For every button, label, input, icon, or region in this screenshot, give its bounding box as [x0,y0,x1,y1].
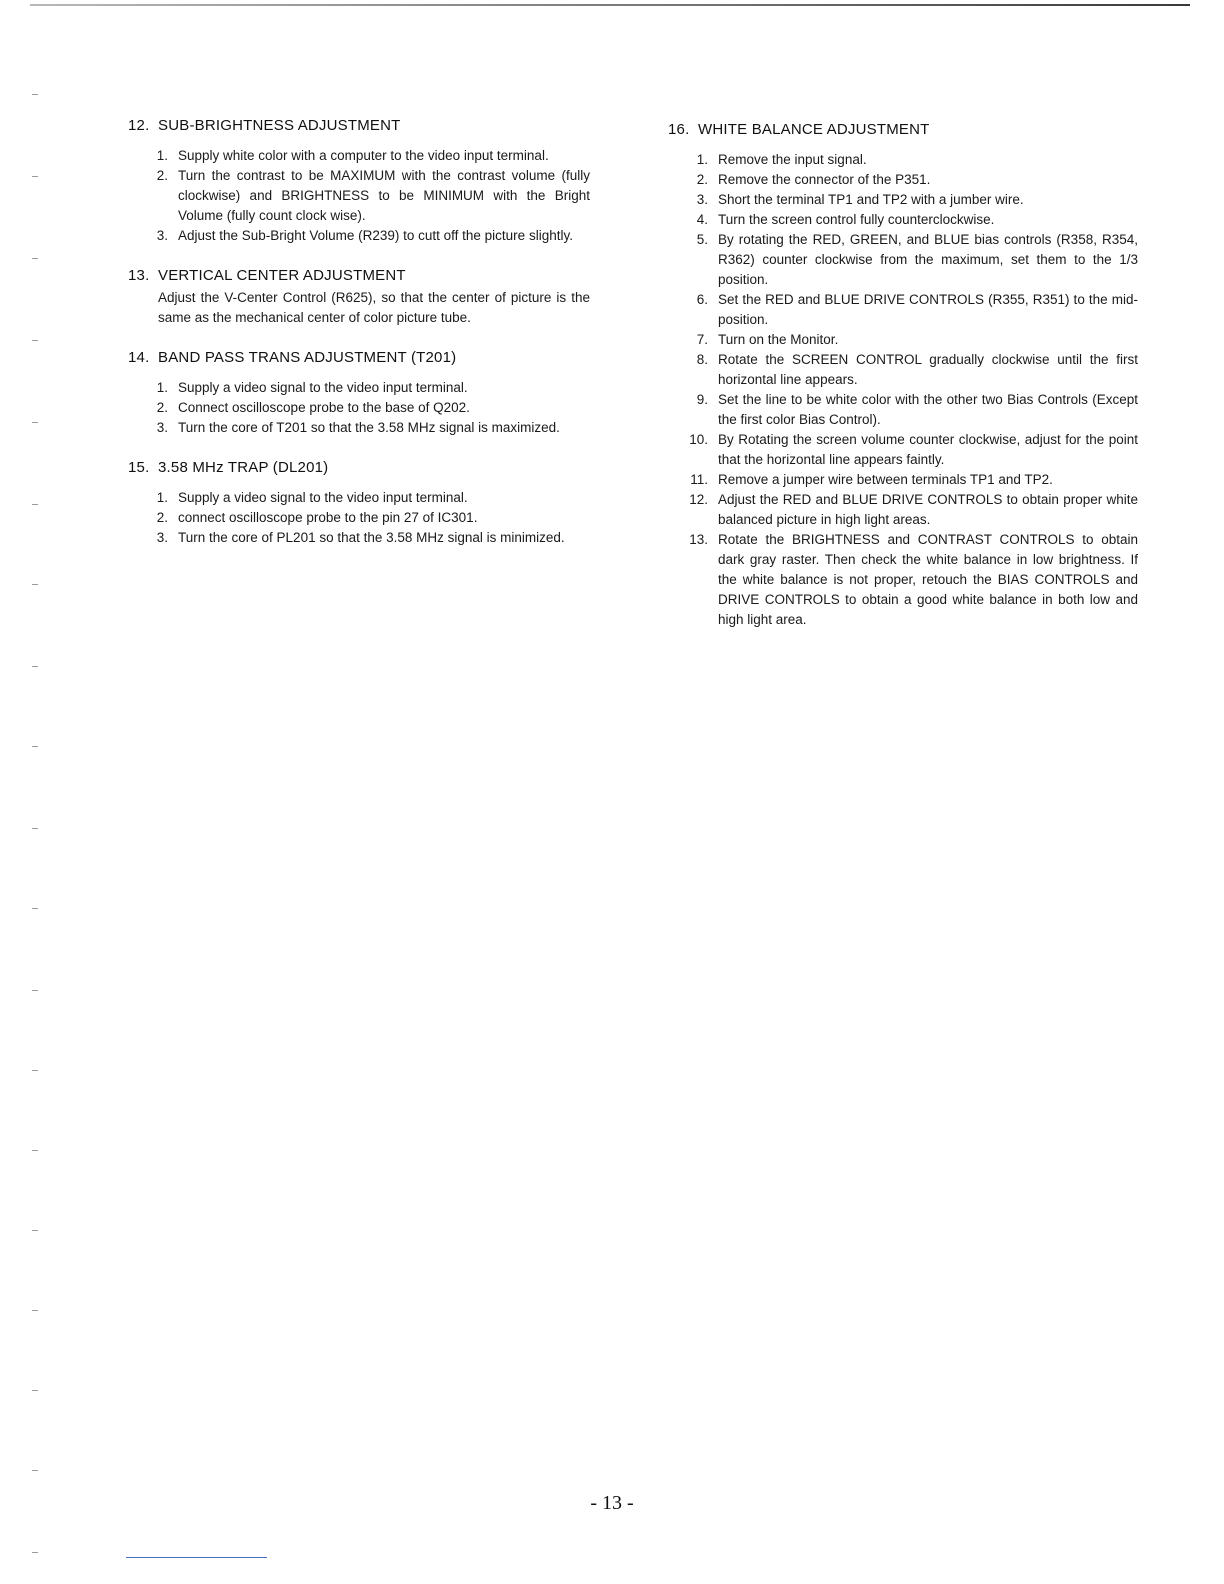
step-item [668,490,1138,530]
step-number: 4. [696,212,708,227]
step-list [668,150,1138,630]
step-text: Rotate the SCREEN CONTROL gradually clockwise until the first horizontal line appears. [718,352,1138,387]
step-text: Turn the core of PL201 so that the 3.58 MHz signal is minimized. [178,530,565,545]
step-number: 12. [689,492,708,507]
section-vertical-center [128,266,590,328]
step-item [128,146,590,166]
step-text: Supply a video signal to the video input terminal. [178,490,468,505]
step-number: 3. [156,530,168,545]
step-item [668,290,1138,330]
top-border-line [30,4,1190,6]
step-item [128,398,590,418]
step-number: 1. [696,152,708,167]
step-number: 2. [156,168,168,183]
step-text: Supply a video signal to the video input terminal. [178,380,468,395]
step-number: 3. [156,420,168,435]
margin-tick [32,990,38,991]
step-text: By Rotating the screen volume counter clockwise, adjust for the point that the horizontal line appears faintly. [718,432,1138,467]
step-item [128,488,590,508]
step-number: 1. [156,380,168,395]
section-title: WHITE BALANCE ADJUSTMENT [698,121,930,138]
step-text: Turn the contrast to be MAXIMUM with the contrast volume (fully clockwise) and BRIGHTNESS to be MINIMUM with the Bright Volume (fully count clock wise). [178,168,590,223]
section-band-pass-trans [128,348,590,438]
step-text: Turn the screen control fully counterclockwise. [718,212,995,227]
left-margin-marks [32,0,46,1584]
step-text: Remove the connector of the P351. [718,172,931,187]
step-list [128,378,590,438]
step-text: Remove a jumper wire between terminals TP1 and TP2. [718,472,1053,487]
section-white-balance [668,120,1138,630]
section-mhz-trap [128,458,590,548]
step-number: 2. [156,510,168,525]
step-number: 8. [696,352,708,367]
section-paragraph: Adjust the V-Center Control (R625), so that the center of picture is the same as the mechanical center of color picture tube. [158,290,590,325]
section-number: 15. [128,459,150,476]
step-number: 13. [689,532,708,547]
step-number: 1. [156,490,168,505]
step-text: Set the RED and BLUE DRIVE CONTROLS (R355, R351) to the mid-position. [718,292,1138,327]
margin-tick [32,828,38,829]
margin-tick [32,1552,38,1553]
step-text: Turn the core of T201 so that the 3.58 MHz signal is maximized. [178,420,560,435]
margin-tick [32,1230,38,1231]
section-title: BAND PASS TRANS ADJUSTMENT (T201) [158,349,457,366]
step-item [668,530,1138,630]
step-item [668,150,1138,170]
section-heading [128,116,590,136]
step-number: 1. [156,148,168,163]
step-text: Remove the input signal. [718,152,867,167]
step-item [128,418,590,438]
step-item [668,390,1138,430]
section-heading [128,266,590,286]
margin-tick [32,422,38,423]
step-number: 6. [696,292,708,307]
margin-tick [32,258,38,259]
section-number: 13. [128,267,150,284]
step-item [128,166,590,226]
step-text: By rotating the RED, GREEN, and BLUE bias controls (R358, R354, R362) counter clockwise from the maximum, set them to the 1/3 position. [718,232,1138,287]
step-list [128,488,590,548]
step-text: Connect oscilloscope probe to the base of Q202. [178,400,470,415]
step-number: 2. [156,400,168,415]
margin-tick [32,94,38,95]
step-number: 2. [696,172,708,187]
section-number: 12. [128,117,150,134]
margin-tick [32,176,38,177]
section-number: 14. [128,349,150,366]
step-number: 11. [690,472,708,487]
margin-tick [32,340,38,341]
step-number: 3. [156,228,168,243]
step-item [668,430,1138,470]
step-item [668,470,1138,490]
footnote-rule [126,1557,267,1558]
step-item [128,528,590,548]
section-heading [128,458,590,478]
margin-tick [32,1390,38,1391]
step-text: Adjust the Sub-Bright Volume (R239) to cutt off the picture slightly. [178,228,573,243]
step-item [128,378,590,398]
left-column [128,116,590,568]
step-number: 7. [696,332,708,347]
step-item [668,230,1138,290]
section-number: 16. [668,121,690,138]
section-title: 3.58 MHz TRAP (DL201) [158,459,329,476]
step-item [128,508,590,528]
page-number: - 13 - [590,1492,634,1514]
margin-tick [32,1310,38,1311]
margin-tick [32,504,38,505]
step-number: 5. [696,232,708,247]
step-item [668,210,1138,230]
step-number: 10. [689,432,708,447]
step-text: Rotate the BRIGHTNESS and CONTRAST CONTROLS to obtain dark gray raster. Then check the white balance in low brightness. If the white balance is not proper, retouch the BIAS CONTROLS and DRIVE CONTROLS to obtain a good white balance in both low and high light area. [718,532,1138,627]
margin-tick [32,666,38,667]
step-item [668,330,1138,350]
step-text: Turn on the Monitor. [718,332,839,347]
section-sub-brightness [128,116,590,246]
margin-tick [32,1470,38,1471]
margin-tick [32,584,38,585]
margin-tick [32,746,38,747]
step-number: 9. [696,392,708,407]
margin-tick [32,1150,38,1151]
step-text: Set the line to be white color with the other two Bias Controls (Except the first color Bias Control). [718,392,1138,427]
right-column [668,120,1138,650]
step-item [668,350,1138,390]
step-item [128,226,590,246]
step-number: 3. [696,192,708,207]
step-item [668,170,1138,190]
section-title: SUB-BRIGHTNESS ADJUSTMENT [158,117,401,134]
step-text: connect oscilloscope probe to the pin 27 of IC301. [178,510,478,525]
step-text: Supply white color with a computer to the video input terminal. [178,148,549,163]
step-list [128,146,590,246]
section-heading [668,120,1138,140]
margin-tick [32,908,38,909]
margin-tick [32,1070,38,1071]
section-title: VERTICAL CENTER ADJUSTMENT [158,267,406,284]
step-item [668,190,1138,210]
step-text: Adjust the RED and BLUE DRIVE CONTROLS to obtain proper white balanced picture in high light areas. [718,492,1138,527]
step-text: Short the terminal TP1 and TP2 with a jumber wire. [718,192,1024,207]
section-heading [128,348,590,368]
